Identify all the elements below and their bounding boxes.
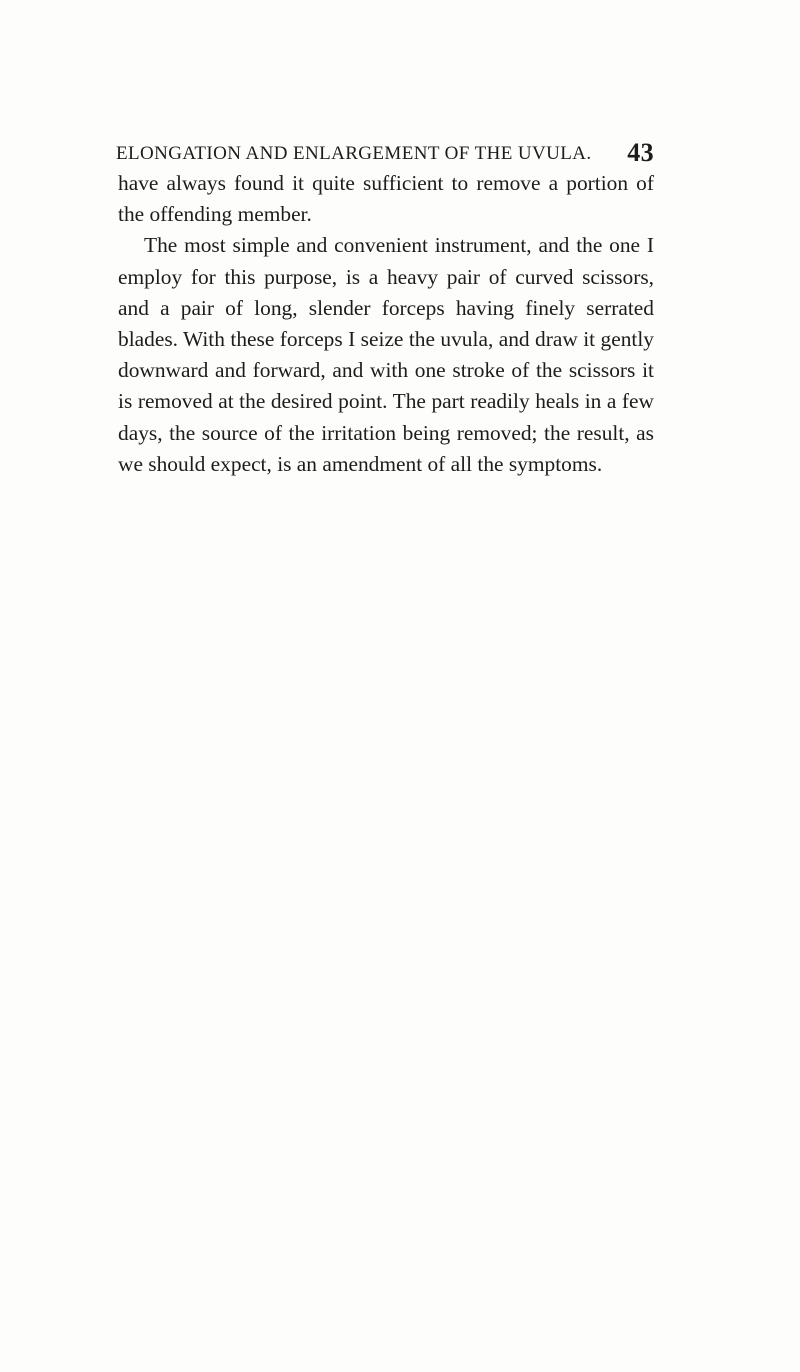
page-number: 43 bbox=[627, 138, 654, 167]
running-title: ELONGATION AND ENLARGEMENT OF THE UVULA. bbox=[116, 143, 592, 164]
paragraph-continued: have always found it quite sufficient to remove a portion of the offending member. bbox=[118, 171, 654, 227]
running-head bbox=[116, 138, 656, 167]
body-text bbox=[118, 168, 654, 480]
paragraph-instrument: The most simple and convenient instrument, and the one I employ for this purpose, is a heavy pair of curved scissors, and a pair of long, slender forceps having finely serrated blades. With these forceps I seize the uvula, and draw it gently downward and forward, and with one stroke of the scissors it is removed at the desired point. The part readily heals in a few days, the source of the irritation being removed; the result, as we should expect, is an amendment of all the symptoms. bbox=[118, 233, 654, 476]
